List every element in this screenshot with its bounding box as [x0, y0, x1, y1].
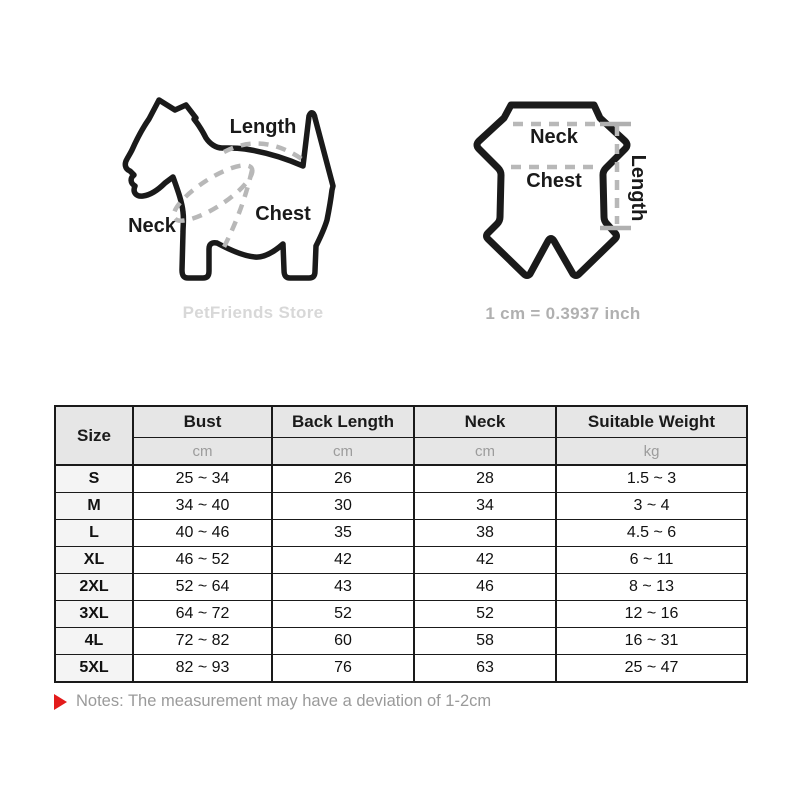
bust-value: 34 ~ 40 [133, 493, 272, 520]
back-length-value: 43 [272, 574, 414, 601]
weight-value: 4.5 ~ 6 [556, 520, 747, 547]
size-label: 5XL [55, 655, 133, 683]
back-length-value: 35 [272, 520, 414, 547]
unit-weight: kg [556, 438, 747, 466]
neck-value: 42 [414, 547, 556, 574]
store-watermark: PetFriends Store [182, 303, 324, 322]
table-row [55, 465, 747, 493]
neck-value: 38 [414, 520, 556, 547]
garment-measure-diagram [450, 88, 675, 303]
back-length-value: 60 [272, 628, 414, 655]
col-header-back-length: Back Length [272, 406, 414, 438]
unit-neck: cm [414, 438, 556, 466]
dog-neck-label: Neck [128, 215, 176, 237]
unit-back-length: cm [272, 438, 414, 466]
bust-value: 40 ~ 46 [133, 520, 272, 547]
weight-value: 8 ~ 13 [556, 574, 747, 601]
bust-value: 64 ~ 72 [133, 601, 272, 628]
table-row [55, 574, 747, 601]
weight-value: 25 ~ 47 [556, 655, 747, 683]
neck-value: 28 [414, 465, 556, 493]
size-label: 2XL [55, 574, 133, 601]
bust-value: 72 ~ 82 [133, 628, 272, 655]
unit-conversion-note: 1 cm = 0.3937 inch [485, 304, 641, 323]
back-length-value: 42 [272, 547, 414, 574]
neck-value: 52 [414, 601, 556, 628]
back-length-value: 76 [272, 655, 414, 683]
size-table [54, 405, 748, 683]
size-label: L [55, 520, 133, 547]
weight-value: 12 ~ 16 [556, 601, 747, 628]
neck-value: 63 [414, 655, 556, 683]
unit-bust: cm [133, 438, 272, 466]
weight-value: 1.5 ~ 3 [556, 465, 747, 493]
neck-value: 58 [414, 628, 556, 655]
table-row [55, 601, 747, 628]
size-label: S [55, 465, 133, 493]
dog-chest-label: Chest [255, 203, 311, 225]
bust-value: 52 ~ 64 [133, 574, 272, 601]
table-row [55, 520, 747, 547]
bust-value: 82 ~ 93 [133, 655, 272, 683]
col-header-size: Size [55, 406, 133, 465]
dog-length-label: Length [229, 116, 297, 138]
weight-value: 16 ~ 31 [556, 628, 747, 655]
table-row [55, 628, 747, 655]
dog-measure-diagram [95, 83, 365, 318]
size-label: XL [55, 547, 133, 574]
notes-text: Notes: The measurement may have a deviation of 1-2cm [76, 692, 492, 710]
col-header-bust: Bust [133, 406, 272, 438]
garment-chest-label: Chest [526, 170, 582, 192]
back-length-value: 26 [272, 465, 414, 493]
back-length-value: 30 [272, 493, 414, 520]
neck-value: 34 [414, 493, 556, 520]
table-row [55, 655, 747, 683]
back-length-value: 52 [272, 601, 414, 628]
col-header-neck: Neck [414, 406, 556, 438]
garment-length-label: Length [627, 154, 649, 222]
bust-value: 25 ~ 34 [133, 465, 272, 493]
col-header-weight: Suitable Weight [556, 406, 747, 438]
size-label: 4L [55, 628, 133, 655]
notes-marker-icon [54, 694, 67, 710]
size-label: 3XL [55, 601, 133, 628]
size-label: M [55, 493, 133, 520]
size-table-container [54, 405, 746, 683]
table-row [55, 547, 747, 574]
bust-value: 46 ~ 52 [133, 547, 272, 574]
weight-value: 3 ~ 4 [556, 493, 747, 520]
neck-value: 46 [414, 574, 556, 601]
notes-row [54, 692, 491, 711]
weight-value: 6 ~ 11 [556, 547, 747, 574]
garment-neck-label: Neck [530, 126, 578, 148]
table-row [55, 493, 747, 520]
